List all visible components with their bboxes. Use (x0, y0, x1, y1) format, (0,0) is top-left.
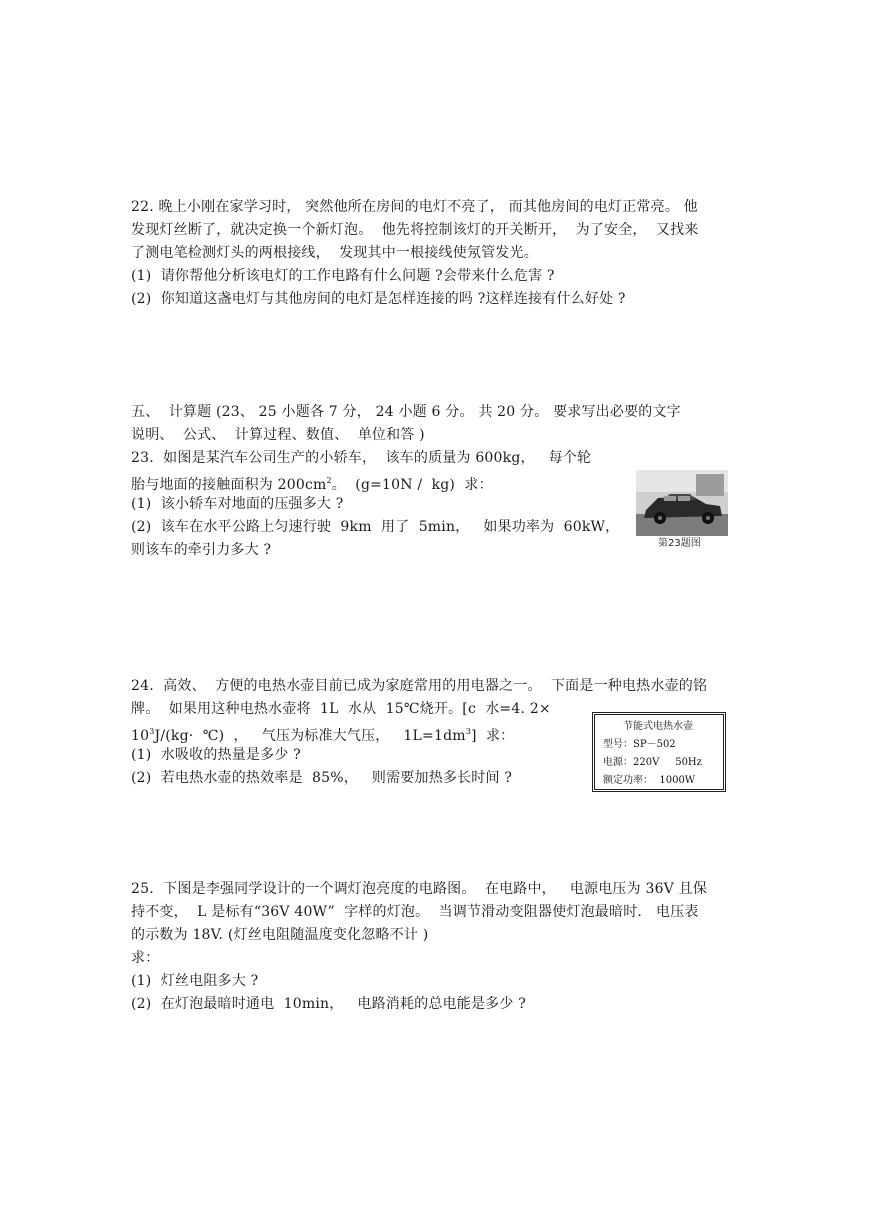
q22-sub-question-2: (2) 你知道这盏电灯与其他房间的电灯是怎样连接的吗 ?这样连接有什么好处 ? (131, 291, 626, 307)
q25-line-4: 求： (131, 950, 160, 966)
nameplate-power-supply: 电源：220V 50Hz (603, 757, 702, 768)
q22-line-3: 了测电笔检测灯头的两根接线， 发现其中一根接线使氖管发光。 (131, 245, 538, 261)
q23-line-2-text: 胎与地面的接触面积为 200cm (131, 477, 327, 493)
q23-figure-caption: 第23题图 (658, 538, 701, 549)
q24-line-1: 24. 高效、 方便的电热水壶目前已成为家庭常用的用电器之一。 下面是一种电热水壶的铭 (131, 678, 708, 694)
q22-sub-question-1: (1) 请你帮他分析该电灯的工作电路有什么问题 ?会带来什么危害 ? (131, 268, 555, 284)
section-5-heading-cont: 说明、 公式、 计算过程、数值、 单位和答 ) (131, 427, 425, 443)
q24-line-3 (131, 722, 514, 746)
q23-sub-question-2-cont: 则该车的牵引力多大 ? (131, 542, 272, 558)
q22-line-2: 发现灯丝断了，就决定换一个新灯泡。 他先将控制该灯的开关断开， 为了安全， 又找来 (131, 222, 699, 238)
q25-sub-question-2: (2) 在灯泡最暗时通电 10min， 电路消耗的总电能是多少 ? (131, 996, 526, 1012)
car-illustration (636, 470, 728, 536)
q23-line-2 (131, 471, 493, 495)
nameplate-model: 型号：SP－502 (603, 739, 676, 750)
q23-sub-question-1: (1) 该小轿车对地面的压强多大 ? (131, 496, 344, 512)
q24-volume-exponent: 3 (465, 727, 472, 736)
q23-area-exponent: 2 (326, 476, 332, 485)
q25-sub-question-1: (1) 灯丝电阻多大 ? (131, 973, 259, 989)
q22-line-1: 22. 晚上小刚在家学习时， 突然他所在房间的电灯不亮了， 而其他房间的电灯正常亮。 他 (131, 199, 698, 215)
q25-line-1: 25. 下图是李强同学设计的一个调灯泡亮度的电路图。 在电路中， 电源电压为 36V 且保 (131, 881, 708, 897)
q24-line-3-base: 10 (131, 728, 150, 744)
car-photo (636, 470, 728, 536)
section-5-heading: 五、 计算题 (23、 25 小题各 7 分， 24 小题 6 分。 共 20 分。 要求写出必要的文字 (131, 404, 681, 420)
q25-line-3: 的示数为 18V. (灯丝电阻随温度变化忽略不计 ) (131, 927, 429, 943)
q23-sub-question-2: (2) 该车在水平公路上匀速行驶 9km 用了 5min， 如果功率为 60kW， (131, 519, 620, 535)
q24-line-3-text: J/(kg· ℃) ， 气压为标准大气压， 1L=1dm (154, 728, 466, 744)
q24-exponent: 3 (149, 727, 155, 736)
nameplate-rated-power: 额定功率： 1000W (603, 775, 696, 786)
q24-line-3-end: ] 求： (471, 728, 515, 744)
q24-line-2: 牌。 如果用这种电热水壶将 1L 水从 15℃烧开。[c 水=4. 2× (131, 701, 551, 717)
q23-line-2-text-end: 。 (g=10N / kg) 求： (331, 477, 493, 493)
q24-sub-question-1: (1) 水吸收的热量是多少 ? (131, 747, 301, 763)
nameplate-title: 节能式电热水壶 (623, 721, 693, 732)
kettle-nameplate (592, 712, 726, 792)
q25-line-2: 持不变， L 是标有“36V 40W” 字样的灯泡。 当调节滑动变阻器使灯泡最暗时. 电压表 (131, 904, 699, 920)
q24-sub-question-2: (2) 若电热水壶的热效率是 85%， 则需要加热多长时间 ? (131, 770, 513, 786)
q23-line-1: 23. 如图是某汽车公司生产的小轿车， 该车的质量为 600kg， 每个轮 (131, 450, 592, 466)
